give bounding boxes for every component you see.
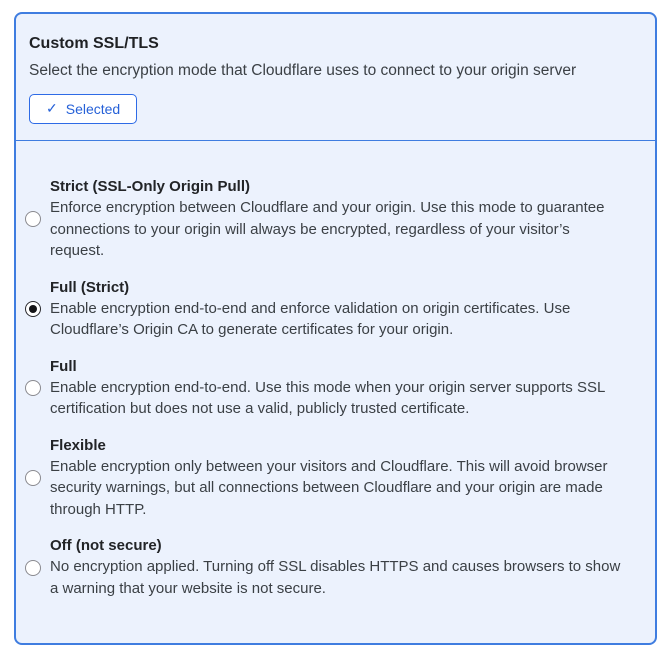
option-flexible[interactable] (25, 436, 643, 521)
radio-button[interactable] (25, 211, 41, 227)
option-text (50, 536, 628, 599)
option-description: Enable encryption end-to-end. Use this mode when your origin server supports SSL certification but does not use a valid, publicly trusted certificate. (50, 378, 605, 417)
selected-button[interactable] (29, 94, 137, 124)
option-description: No encryption applied. Turning off SSL disables HTTPS and causes browsers to show a warning that your website is not secure. (50, 558, 621, 597)
option-description: Enforce encryption between Cloudflare and your origin. Use this mode to guarantee connections to your origin will always be encrypted, regardless of your visitor’s request. (50, 199, 605, 259)
option-off-not-secure[interactable] (25, 536, 643, 599)
radio-button[interactable] (25, 470, 41, 486)
radio-button[interactable] (25, 301, 41, 317)
page-title: Custom SSL/TLS (29, 35, 159, 52)
check-icon: ✓ (46, 100, 58, 116)
option-full-strict[interactable] (25, 278, 643, 341)
encryption-options-list (16, 141, 655, 643)
option-label: Full (50, 357, 77, 375)
card-header (16, 14, 655, 141)
option-label: Strict (SSL-Only Origin Pull) (50, 178, 251, 195)
option-text (50, 357, 628, 420)
selected-button-label: Selected (65, 101, 121, 117)
option-description: Enable encryption only between your visitors and Cloudflare. This will avoid browser security warnings, but all connections between Cloudflare and your origin are made through HTTP. (50, 457, 608, 518)
option-label: Full (Strict) (50, 278, 130, 296)
radio-button[interactable] (25, 560, 41, 576)
option-text (50, 177, 628, 262)
option-strict-ssl-only-origin-pull[interactable] (25, 177, 643, 262)
page-subtitle: Select the encryption mode that Cloudflare uses to connect to your origin server (29, 62, 577, 79)
option-description: Enable encryption end-to-end and enforce validation on origin certificates. Use Cloudflare’s Origin CA to generate certificates for your origin. (50, 299, 571, 338)
option-full[interactable] (25, 357, 643, 420)
option-text (50, 436, 628, 521)
option-text (50, 278, 628, 341)
radio-button[interactable] (25, 380, 41, 396)
option-label: Flexible (50, 436, 106, 454)
option-label: Off (not secure) (50, 537, 162, 554)
ssl-tls-settings-card (14, 12, 657, 645)
